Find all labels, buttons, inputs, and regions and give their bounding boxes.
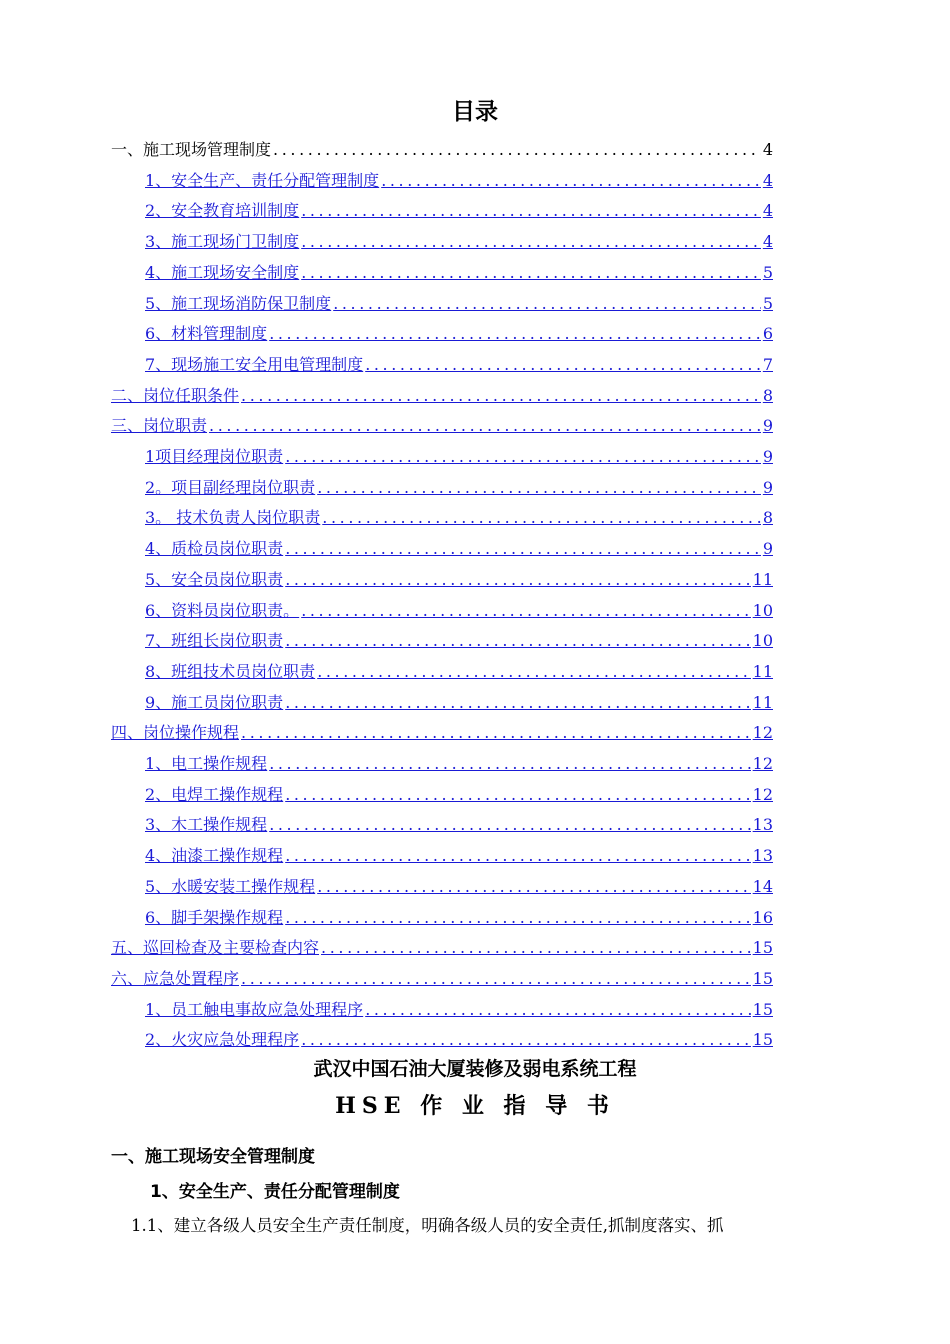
toc-entry-label: 5、水暖安装工操作规程 — [145, 876, 316, 896]
toc-leader-dots — [285, 539, 761, 559]
toc-entry-page: 15 — [752, 968, 773, 988]
toc-entry[interactable] — [145, 474, 773, 498]
toc-entry[interactable] — [145, 197, 773, 221]
toc-leader-dots — [269, 324, 761, 344]
toc-leader-dots — [317, 662, 750, 682]
toc-entry-page: 11 — [752, 569, 773, 589]
toc-entry-label: 6、资料员岗位职责。 — [145, 600, 300, 620]
toc-entry[interactable] — [145, 658, 773, 682]
toc-entry-label: 3、木工操作规程 — [145, 815, 268, 835]
section-heading: 一、施工现场安全管理制度 — [111, 1147, 315, 1167]
toc-entry-label: 3、施工现场门卫制度 — [145, 232, 300, 252]
toc-entry-label: 4、质检员岗位职责 — [145, 539, 284, 559]
toc-entry-label: 1、安全生产、责任分配管理制度 — [145, 170, 380, 190]
toc-leader-dots — [269, 754, 750, 774]
toc-entry[interactable] — [145, 597, 773, 621]
toc-entry-page: 10 — [752, 600, 773, 620]
toc-entry-page: 11 — [752, 692, 773, 712]
toc-entry-label: 二、岗位任职条件 — [111, 385, 240, 405]
toc-entry[interactable] — [111, 382, 773, 406]
toc-entry-page: 5 — [762, 293, 773, 313]
toc-entry-label: 8、班组技术员岗位职责 — [145, 661, 316, 681]
toc-leader-dots — [285, 631, 750, 651]
toc-leader-dots — [209, 416, 761, 436]
toc-entry-page: 4 — [762, 140, 773, 159]
toc-entry-label: 1、员工触电事故应急处理程序 — [145, 999, 364, 1019]
toc-entry-page: 10 — [752, 631, 773, 651]
toc-leader-dots — [285, 447, 761, 467]
toc-leader-dots — [301, 232, 761, 252]
toc-entry-page: 8 — [762, 385, 773, 405]
toc-entry-page: 12 — [752, 723, 773, 743]
toc-leader-dots — [269, 815, 750, 835]
toc-entry-page: 16 — [752, 907, 773, 927]
toc-leader-dots — [273, 140, 761, 160]
toc-entry[interactable] — [145, 167, 773, 191]
toc-entry-label: 2。项目副经理岗位职责 — [145, 477, 316, 497]
toc-entry-page: 12 — [752, 754, 773, 773]
toc-entry[interactable] — [145, 873, 773, 897]
toc-entry-label: 四、岗位操作规程 — [111, 723, 240, 743]
toc-entry[interactable] — [145, 689, 773, 713]
toc-entry-label: 3。 技术负责人岗位职责 — [145, 508, 321, 528]
toc-entry-page: 6 — [762, 324, 773, 344]
toc-entry[interactable] — [145, 228, 773, 252]
toc-leader-dots — [365, 355, 761, 375]
toc-leader-dots — [365, 1000, 750, 1020]
toc-title: 目录 — [452, 99, 498, 125]
toc-entry[interactable] — [111, 719, 773, 743]
toc-entry[interactable] — [145, 996, 773, 1020]
toc-leader-dots — [241, 969, 751, 989]
toc-entry[interactable] — [145, 259, 773, 283]
toc-entry[interactable] — [145, 504, 773, 528]
toc-entry-label: 5、安全员岗位职责 — [145, 569, 284, 589]
toc-entry-label: 7、现场施工安全用电管理制度 — [145, 354, 364, 374]
toc-entry[interactable] — [145, 811, 773, 835]
toc-entry-label: 1项目经理岗位职责 — [145, 447, 284, 466]
toc-entry[interactable] — [145, 351, 773, 375]
toc-entry[interactable] — [145, 535, 773, 559]
toc-entry[interactable] — [145, 750, 773, 774]
toc-entry-page: 13 — [752, 815, 773, 835]
toc-entry-page: 15 — [752, 938, 773, 958]
toc-entry[interactable] — [145, 781, 773, 805]
toc-entry-page: 12 — [752, 784, 773, 804]
toc-entry-label: 三、岗位职责 — [111, 416, 208, 436]
toc-entry[interactable] — [145, 320, 773, 344]
toc-entry-label: 5、施工现场消防保卫制度 — [145, 293, 332, 313]
toc-entry-page: 9 — [762, 447, 773, 466]
toc-entry-label: 9、施工员岗位职责 — [145, 692, 284, 712]
toc-leader-dots — [322, 508, 761, 528]
toc-entry[interactable] — [145, 1026, 773, 1050]
toc-entry-page: 13 — [752, 846, 773, 866]
toc-entry-page: 5 — [762, 262, 773, 282]
toc-entry-label: 2、安全教育培训制度 — [145, 201, 300, 221]
toc-entry-label: 6、脚手架操作规程 — [145, 907, 284, 927]
subsection-heading: 1、安全生产、责任分配管理制度 — [150, 1182, 400, 1202]
toc-leader-dots — [321, 938, 751, 958]
toc-leader-dots — [317, 478, 761, 498]
toc-leader-dots — [241, 723, 751, 743]
toc-leader-dots — [381, 171, 761, 191]
body-paragraph: 1.1、建立各级人员安全生产责任制度，明确各级人员的安全责任,抓制度落实、抓 — [131, 1216, 724, 1235]
toc-entry-page: 9 — [762, 477, 773, 497]
toc-entry-label: 6、材料管理制度 — [145, 324, 268, 344]
toc-entry-page: 14 — [752, 876, 773, 896]
toc-entry-page: 4 — [762, 232, 773, 252]
toc-entry-page: 7 — [762, 354, 773, 374]
toc-entry-page: 15 — [752, 999, 773, 1019]
toc-entry[interactable] — [145, 566, 773, 590]
toc-entry-label: 4、施工现场安全制度 — [145, 262, 300, 282]
toc-entry-label: 1、电工操作规程 — [145, 754, 268, 773]
toc-entry[interactable] — [145, 904, 773, 928]
toc-entry[interactable] — [145, 290, 773, 314]
toc-entry-page: 8 — [762, 508, 773, 528]
toc-entry-label: 五、巡回检查及主要检查内容 — [111, 938, 320, 958]
toc-entry-label: 2、电焊工操作规程 — [145, 784, 284, 804]
toc-entry-label: 4、油漆工操作规程 — [145, 846, 284, 866]
toc-leader-dots — [301, 263, 761, 283]
toc-entry-label: 一、施工现场管理制度 — [111, 140, 272, 159]
toc-entry[interactable] — [111, 965, 773, 989]
toc-leader-dots — [301, 601, 750, 621]
toc-leader-dots — [317, 877, 750, 897]
toc-entry[interactable] — [145, 842, 773, 866]
toc-leader-dots — [285, 908, 750, 928]
toc-leader-dots — [333, 294, 761, 314]
toc-entry[interactable] — [145, 443, 773, 467]
toc-entry-label: 2、火灾应急处理程序 — [145, 1030, 300, 1050]
toc-leader-dots — [285, 693, 750, 713]
toc-entry-label: 六、应急处置程序 — [111, 968, 240, 988]
toc-leader-dots — [285, 846, 750, 866]
toc-entry[interactable] — [111, 934, 773, 958]
toc-leader-dots — [301, 1030, 750, 1050]
toc-leader-dots — [285, 570, 750, 590]
toc-leader-dots — [241, 386, 761, 406]
toc-entry[interactable] — [145, 627, 773, 651]
toc-entry — [111, 136, 773, 160]
toc-entry-page: 11 — [752, 661, 773, 681]
toc-entry-page: 4 — [762, 170, 773, 190]
toc-leader-dots — [301, 201, 761, 221]
toc-entry-page: 9 — [762, 416, 773, 436]
toc-entry-label: 7、班组长岗位职责 — [145, 631, 284, 651]
document-subtitle: HSE 作 业 指 导 书 — [335, 1093, 615, 1119]
toc-entry-page: 4 — [762, 201, 773, 221]
toc-leader-dots — [285, 785, 750, 805]
document-title: 武汉中国石油大厦装修及弱电系统工程 — [313, 1058, 637, 1080]
toc-entry[interactable] — [111, 412, 773, 436]
toc-entry-page: 15 — [752, 1030, 773, 1050]
toc-entry-page: 9 — [762, 539, 773, 559]
